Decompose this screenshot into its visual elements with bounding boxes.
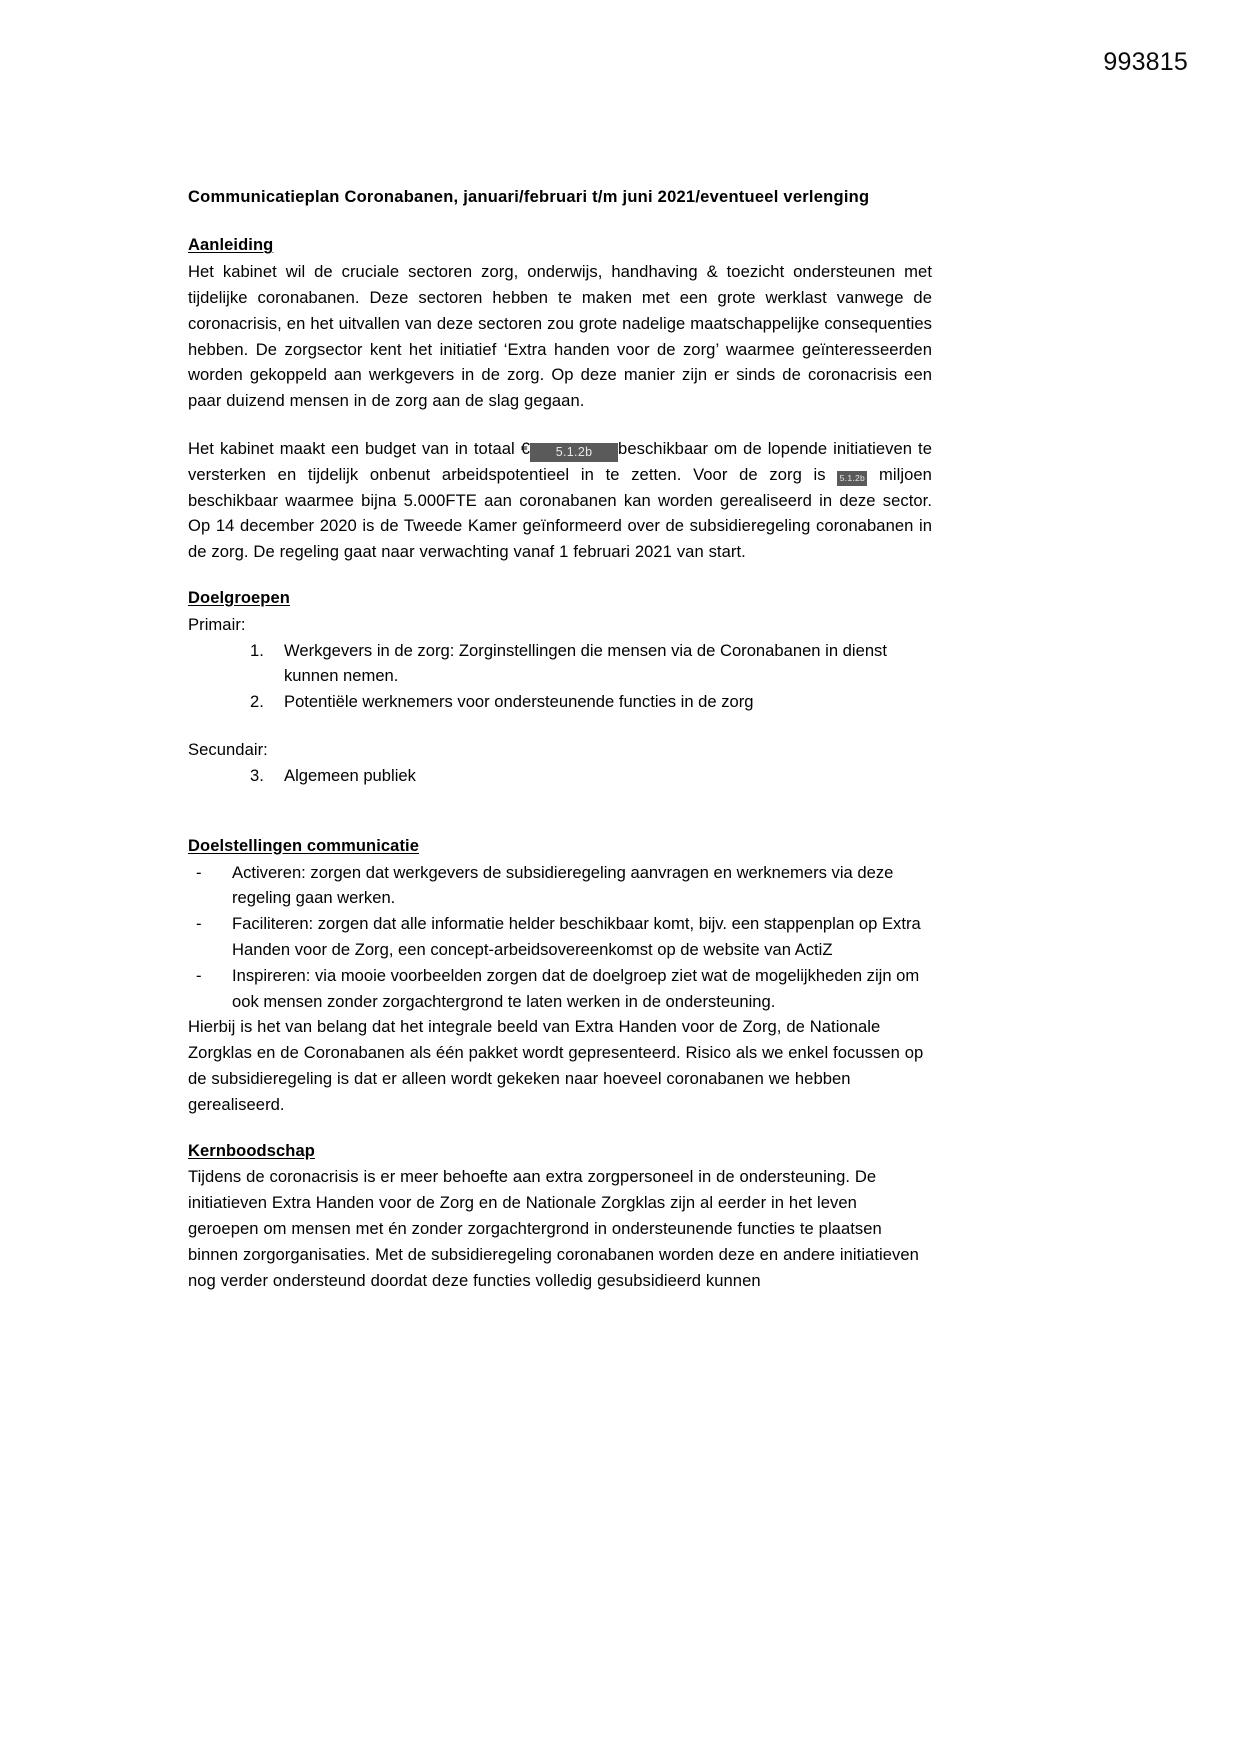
doelgroepen-secundair-label: Secundair:: [188, 740, 268, 760]
list-item: Potentiële werknemers voor ondersteunende functies in de zorg: [284, 692, 754, 712]
aanleiding-paragraph-2-text-c: miljoen beschikbaar waarmee bijna 5.000FTE aan coronabanen kan worden gerealiseerd in deze sector. Op 14 december 2020 is de Tweede Kamer geïnformeerd over de subsidieregeling coronabanen in de zorg. De regeling gaat naar verwachting vanaf 1 februari 2021 van start.: [188, 464, 932, 562]
aanleiding-paragraph-1: Het kabinet wil de cruciale sectoren zorg, onderwijs, handhaving & toezicht ondersteunen met tijdelijke coronabanen. Deze sectoren hebben te maken met een grote werklast vanwege de coronacrisis, en het uitvallen van deze sectoren zou grote nadelige maatschappelijke consequenties hebben. De zorgsector kent het initiatief ‘Extra handen voor de zorg’ waarmee geïnteresseerden worden gekoppeld aan werkgevers in de zorg. Op deze manier zijn er sinds de coronacrisis een paar duizend mensen in de zorg aan de slag gegaan.: [188, 262, 932, 411]
doelstellingen-closing-paragraph: Hierbij is het van belang dat het integrale beeld van Extra Handen voor de Zorg, de Nationale Zorgklas en de Coronabanen als één pakket wordt gepresenteerd. Risico als we enkel focussen op de subsidieregeling is dat er alleen wordt gekeken naar hoeveel coronabanen we hebben gerealiseerd.: [188, 1017, 924, 1114]
aanleiding-paragraph-2: [188, 436, 932, 565]
doelstellingen-list: [188, 860, 932, 1015]
redaction-box-zorg-amount: 5.1.2b: [837, 471, 867, 486]
list-item: - Inspireren: via mooie voorbeelden zorgen dat de doelgroep ziet wat de mogelijkheden zijn om ook mensen zonder zorgachtergrond te laten werken in de ondersteuning.: [196, 963, 932, 1015]
section-heading-doelstellingen-communicatie: Doelstellingen communicatie: [188, 836, 420, 855]
spacer: [188, 715, 932, 737]
doelgroepen-primair-label: Primair:: [188, 614, 246, 634]
redaction-box-budget-total: 5.1.2b: [530, 443, 618, 462]
section-heading-kernboodschap: Kernboodschap: [188, 1141, 315, 1160]
spacer: [188, 565, 932, 587]
section-heading-doelgroepen: Doelgroepen: [188, 588, 290, 607]
list-item: Algemeen publiek: [284, 765, 416, 785]
spacer: [188, 789, 932, 835]
kernboodschap-paragraph: Tijdens de coronacrisis is er meer behoefte aan extra zorgpersoneel in de ondersteuning. De initiatieven Extra Handen voor de Zorg en de Nationale Zorgklas zijn al eerder in het leven geroepen om mensen met én zonder zorgachtergrond in ondersteunende functies te plaatsen binnen zorgorganisaties. Met de subsidieregeling coronabanen worden deze en andere initiatieven nog verder ondersteund doordat deze functies volledig gesubsidieerd kunnen: [188, 1167, 919, 1290]
doelgroepen-primair-list: [188, 638, 932, 715]
list-item: Werkgevers in de zorg: Zorginstellingen die mensen via de Coronabanen in dienst kunnen nemen.: [284, 640, 887, 686]
spacer: [188, 414, 932, 436]
list-item: - Faciliteren: zorgen dat alle informatie helder beschikbaar komt, bijv. een stappenplan op Extra Handen voor de Zorg, een concept-arbeidsovereenkomst op de website van ActiZ: [196, 911, 932, 963]
section-heading-aanleiding: Aanleiding: [188, 236, 274, 255]
document-title: Communicatieplan Coronabanen, januari/februari t/m juni 2021/eventueel verlenging: [188, 188, 870, 206]
aanleiding-paragraph-2-text-b: beschikbaar om de lopende initiatieven te versterken en tijdelijk onbenut arbeidspotentieel in te zetten. Voor de zorg is: [188, 438, 933, 484]
doelgroepen-secundair-list: [188, 763, 932, 789]
document-id-number: 993815: [1103, 48, 1188, 76]
aanleiding-paragraph-2-text-a: Het kabinet maakt een budget van in totaal €: [188, 438, 531, 458]
spacer: [188, 1118, 932, 1140]
list-item: - Activeren: zorgen dat werkgevers de subsidieregeling aanvragen en werknemers via deze regeling gaan werken.: [196, 860, 932, 912]
document-body: [188, 186, 932, 1293]
